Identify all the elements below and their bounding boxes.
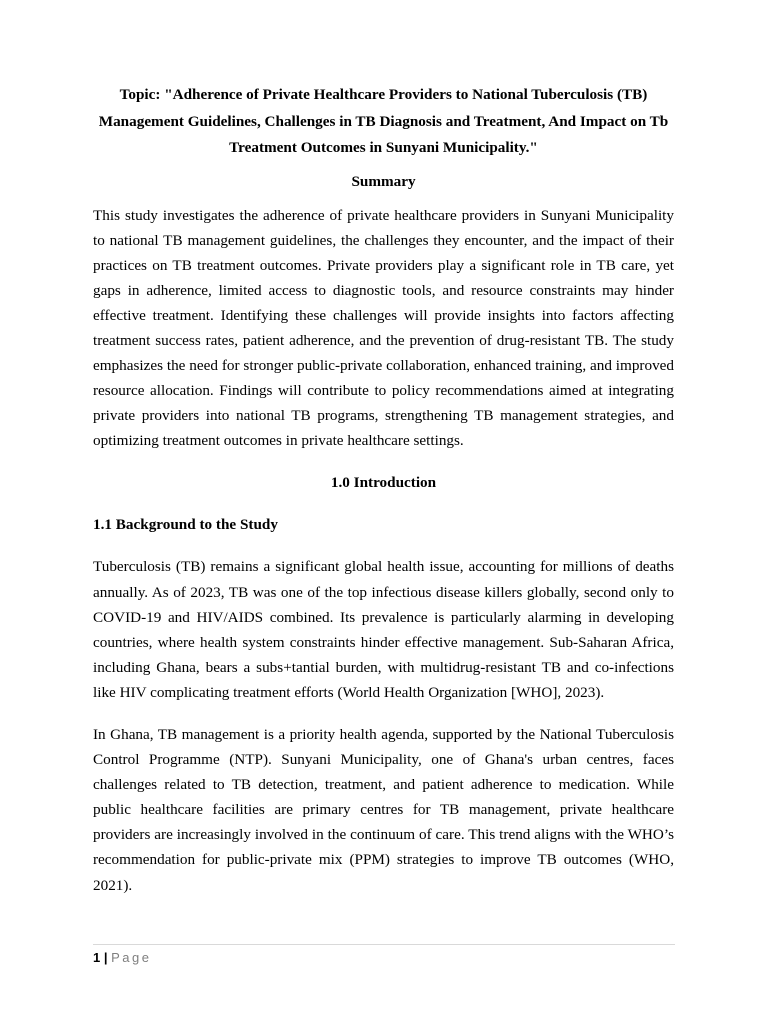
page-number-line <box>93 950 675 966</box>
summary-paragraph: This study investigates the adherence of private healthcare providers in Sunyani Municipality to national TB management guidelines, the challenges they encounter, and the impact of their practices on TB treatment outcomes. Private providers play a significant role in TB care, yet gaps in adherence, limited access to diagnostic tools, and resource constraints may hinder effective treatment. Identifying these challenges will provide insights into factors affecting treatment success rates, patient adherence, and the prevention of drug-resistant TB. The study emphasizes the need for stronger public-private collaboration, enhanced training, and improved resource allocation. Findings will contribute to policy recommendations aimed at integrating private providers into national TB programs, strengthening TB management strategies, and optimizing treatment outcomes in private healthcare settings. <box>93 206 674 450</box>
page-separator: | <box>103 950 108 965</box>
background-heading: 1.1 Background to the Study <box>93 516 278 534</box>
summary-heading: Summary <box>351 172 416 190</box>
introduction-heading: 1.0 Introduction <box>330 474 437 492</box>
background-paragraph-2: In Ghana, TB management is a priority health agenda, supported by the National Tuberculosis Control Programme (NTP). Sunyani Municipality, one of Ghana's urban centres, faces challenges related to TB detection, treatment, and patient adherence to medication. While public healthcare facilities are primary centres for TB management, private healthcare providers are increasingly involved in the continuum of care. This trend aligns with the WHO’s recommendation for public-private mix (PPM) strategies to improve TB outcomes (WHO, 2021). <box>93 726 674 894</box>
background-paragraph-1: Tuberculosis (TB) remains a significant global health issue, accounting for millions of deaths annually. As of 2023, TB was one of the top infectious disease killers globally, second only to COVID-19 and HIV/AIDS combined. Its prevalence is particularly alarming in developing countries, where health system constraints hinder effective management. Sub-Saharan Africa, including Ghana, bears a subs+tantial burden, with multidrug-resistant TB and co-infections like HIV complicating treatment efforts (World Health Organization [WHO], 2023). <box>93 558 674 701</box>
document-title: Topic: "Adherence of Private Healthcare Providers to National Tuberculosis (TB) Management Guidelines, Challenges in TB Diagnosis and Treatment, And Impact on Tb Treatment Outcomes in Sunyani Municipality." <box>98 86 669 156</box>
page-number: 1 <box>93 950 101 965</box>
page-footer <box>93 944 675 966</box>
page-label: Page <box>111 950 152 965</box>
page-content <box>93 82 674 898</box>
